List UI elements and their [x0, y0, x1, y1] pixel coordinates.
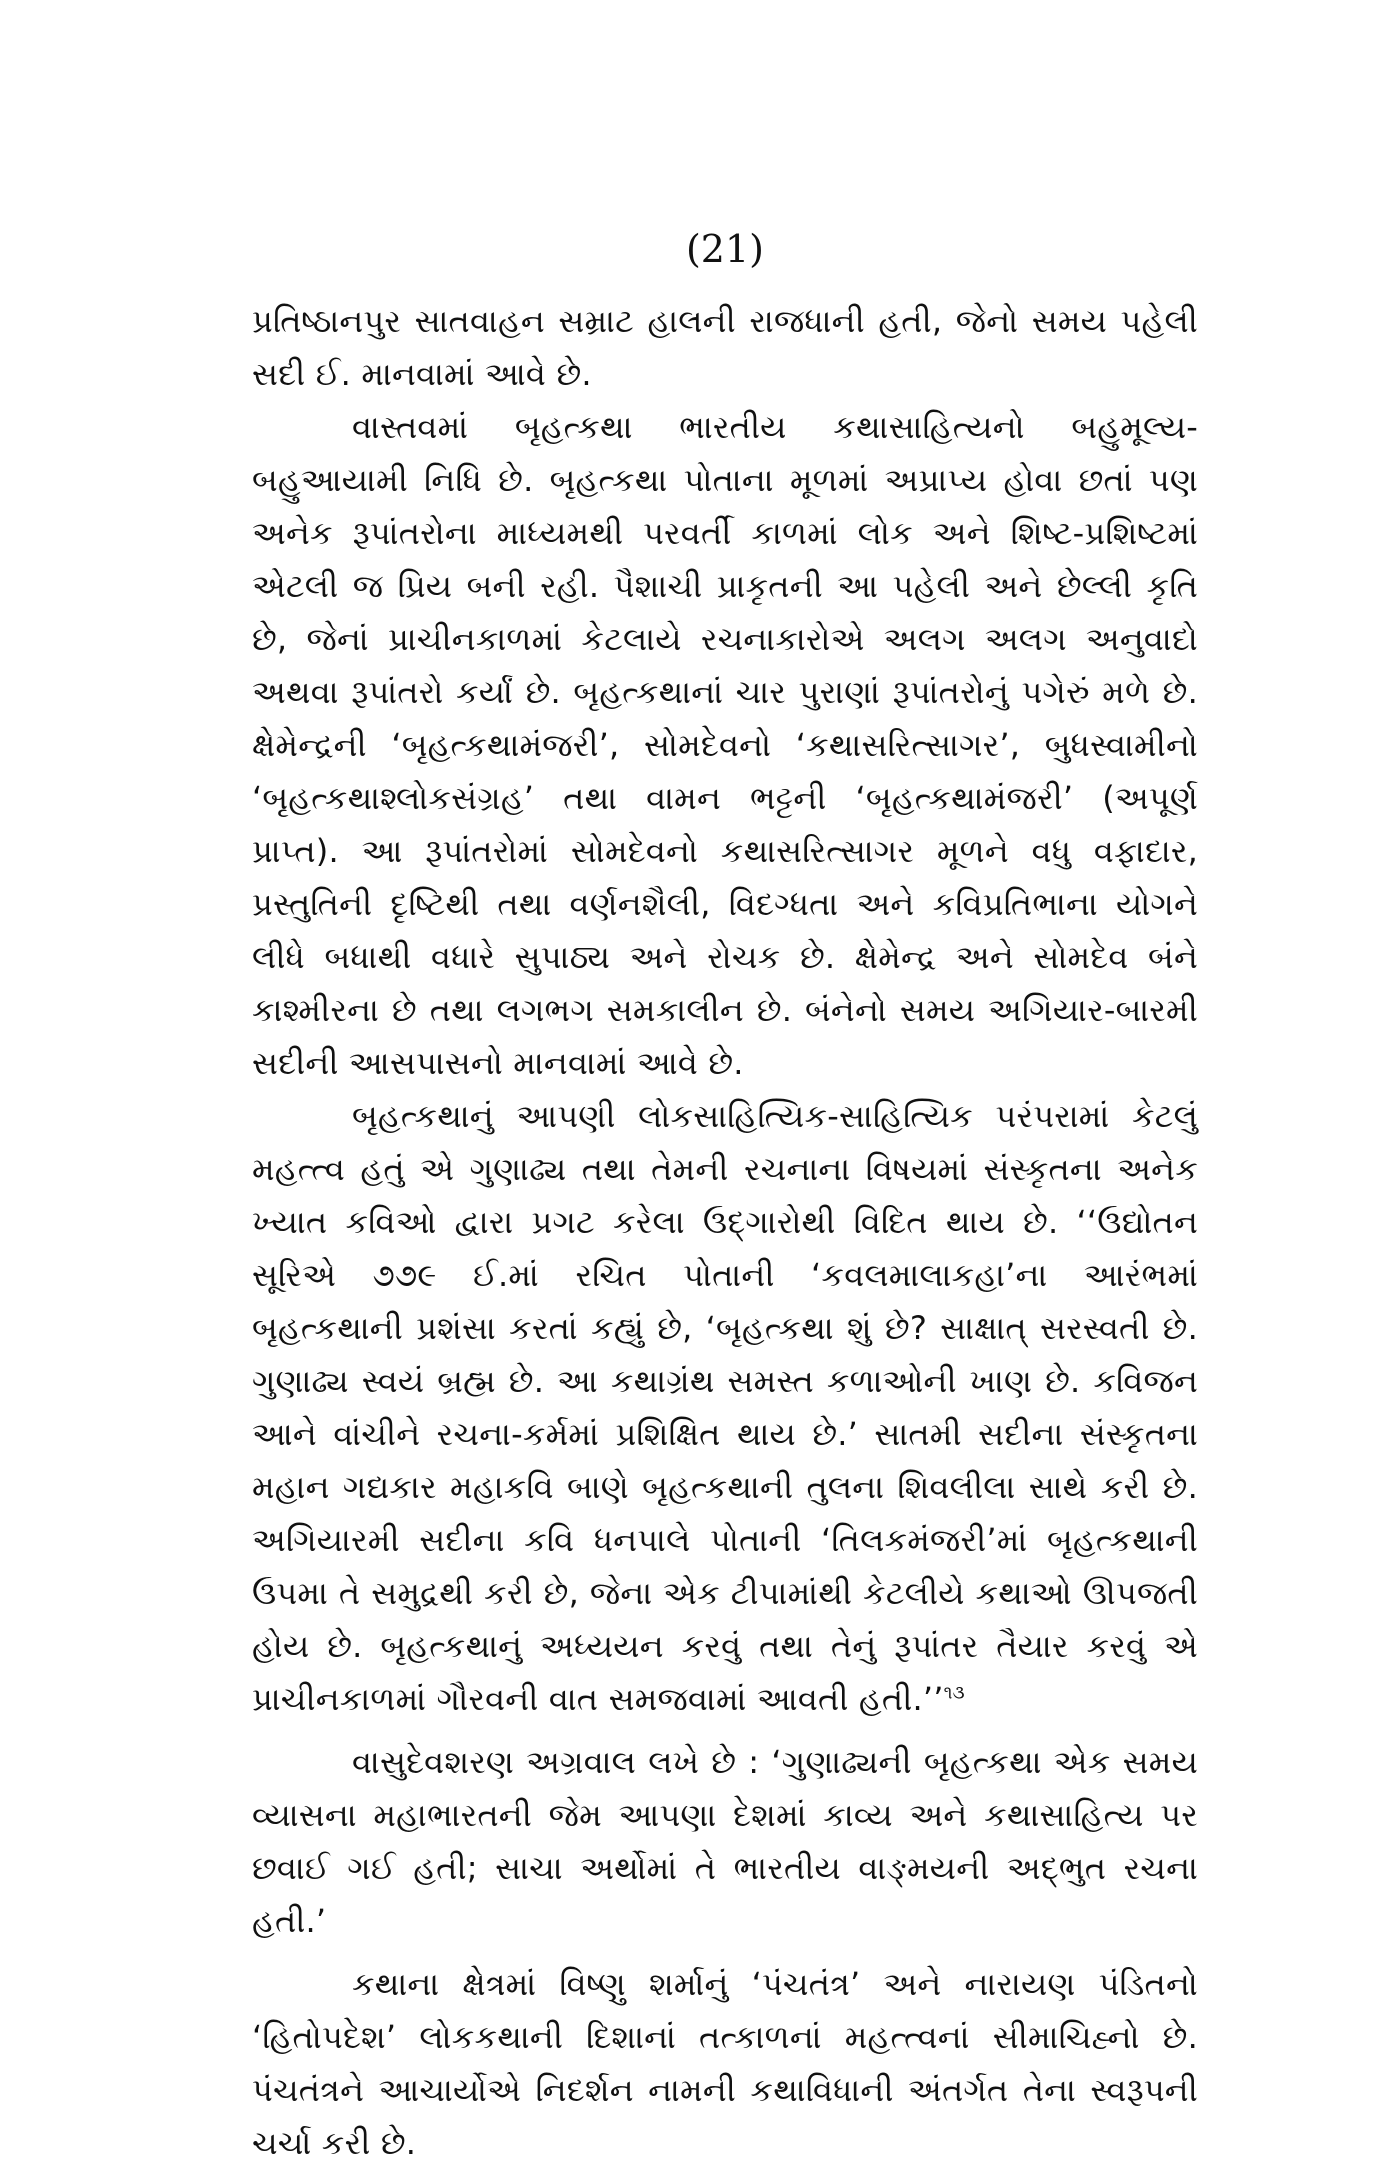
paragraph-brihatkatha-versions: વાસ્તવમાં બૃહત્કથા ભારતીય કથાસાહિત્યનો બહુમૂલ્ય-બહુઆયામી નિધિ છે. બૃહત્કથા પોતાના મૂળમાં અપ્રાપ્ય હોવા છતાં પણ અનેક રૂપાંતરોના માધ્યમથી પરવર્તી કાળમાં લોક અને શિષ્ટ-પ્રશિષ્ટમાં એટલી જ પ્રિય બની રહી. પૈશાચી પ્રાકૃતની આ પહેલી અને છેલ્લી કૃતિ છે, જેનાં પ્રાચીનકાળમાં કેટલાયે રચનાકારોએ અલગ અલગ અનુવાદો અથવા રૂપાંતરો કર્યાં છે. બૃહત્કથાનાં ચાર પુરાણાં રૂપાંતરોનું પગેરું મળે છે. ક્ષેમેન્દ્રની ‘બૃહત્કથામંજરી’, સોમદેવનો ‘કથાસરિત્સાગર’, બુધસ્વામીનો ‘બૃહત્કથાશ્લોકસંગ્રહ’ તથા વામન ભટ્ટની ‘બૃહત્કથામંજરી’ (અપૂર્ણ પ્રાપ્ત). આ રૂપાંતરોમાં સોમદેવનો કથાસરિત્સાગર મૂળને વધુ વફાદાર, પ્રસ્તુતિની દૃષ્ટિથી તથા વર્ણનશૈલી, વિદગ્ધતા અને કવિપ્રતિભાના યોગને લીધે બધાથી વધારે સુપાઠ્ય અને રોચક છે. ક્ષેમેન્દ્ર અને સોમદેવ બંને કાશ્મીરના છે તથા લગભગ સમકાલીન છે. બંનેનો સમય અગિયાર-બારમી સદીની આસપાસનો માનવામાં આવે છે. — [252, 408, 1198, 1082]
paragraph-text: બૃહત્કથાનું આપણી લોકસાહિત્યિક-સાહિત્યિક પરંપરામાં કેટલું મહત્ત્વ હતું એ ગુણાઢ્ય તથા તેમની રચનાના વિષયમાં સંસ્કૃતના અનેક ખ્યાત કવિઓ દ્વારા પ્રગટ કરેલા ઉદ્ગારોથી વિદિત થાય છે. ‘‘ઉદ્યોતન સૂરિએ ૭૭૯ ઈ.માં રચિત પોતાની ‘કવલમાલાકહા’ના આરંભમાં બૃહત્કથાની પ્રશંસા કરતાં કહ્યું છે, ‘બૃહત્કથા શું છે? સાક્ષાત્ સરસ્વતી છે. ગુણાઢ્ય સ્વયં બ્રહ્મ છે. આ કથાગ્રંથ સમસ્ત કળાઓની ખાણ છે. કવિજન આને વાંચીને રચના-કર્મમાં પ્રશિક્ષિત થાય છે.’ સાતમી સદીના સંસ્કૃતના મહાન ગદ્યકાર મહાકવિ બાણે બૃહત્કથાની તુલના શિવલીલા સાથે કરી છે. અગિયારમી સદીના કવિ ધનપાલે પોતાની ‘તિલકમંજરી’માં બૃહત્કથાની ઉપમા તે સમુદ્રથી કરી છે, જેના એક ટીપામાંથી કેટલીયે કથાઓ ઊપજતી હોય છે. બૃહત્કથાનું અધ્યયન કરવું તથા તેનું રૂપાંતર તૈયાર કરવું એ પ્રાચીનકાળમાં ગૌરવની વાત સમજવામાં આવતી હતી.’’ — [252, 1097, 1198, 1718]
page-number: (21) — [685, 227, 764, 271]
paragraph-continuation: પ્રતિષ્ઠાનપુર સાતવાહન સમ્રાટ હાલની રાજધાની હતી, જેનો સમય પહેલી સદી ઈ. માનવામાં આવે છે. — [252, 302, 1198, 393]
paragraph-panchatantra: કથાના ક્ષેત્રમાં વિષ્ણુ શર્માનું ‘પંચતંત્ર’ અને નારાયણ પંડિતનો ‘હિતોપદેશ’ લોકકથાની દિશાનાં તત્કાળનાં મહત્ત્વનાં સીમાચિહ્નો છે. પંચતંત્રને આચાર્યોએ નિદર્શન નામની કથાવિધાની અંતર્ગત તેના સ્વરૂપની ચર્ચા કરી છે. — [252, 1965, 1198, 2162]
footnote-reference: ૧૩ — [943, 1682, 965, 1704]
page-content — [252, 225, 1198, 2170]
paragraph-brihatkatha-importance — [252, 1090, 1198, 1726]
paragraph-agrawal-quote: વાસુદેવશરણ અગ્રવાલ લખે છે : ‘ગુણાઢ્યની બૃહત્કથા એક સમય વ્યાસના મહાભારતની જેમ આપણા દેશમાં કાવ્ય અને કથાસાહિત્ય પર છવાઈ ગઈ હતી; સાચા અર્થોમાં તે ભારતીય વાઙ્મયની અદ્ભુત રચના હતી.’ — [252, 1743, 1198, 1940]
